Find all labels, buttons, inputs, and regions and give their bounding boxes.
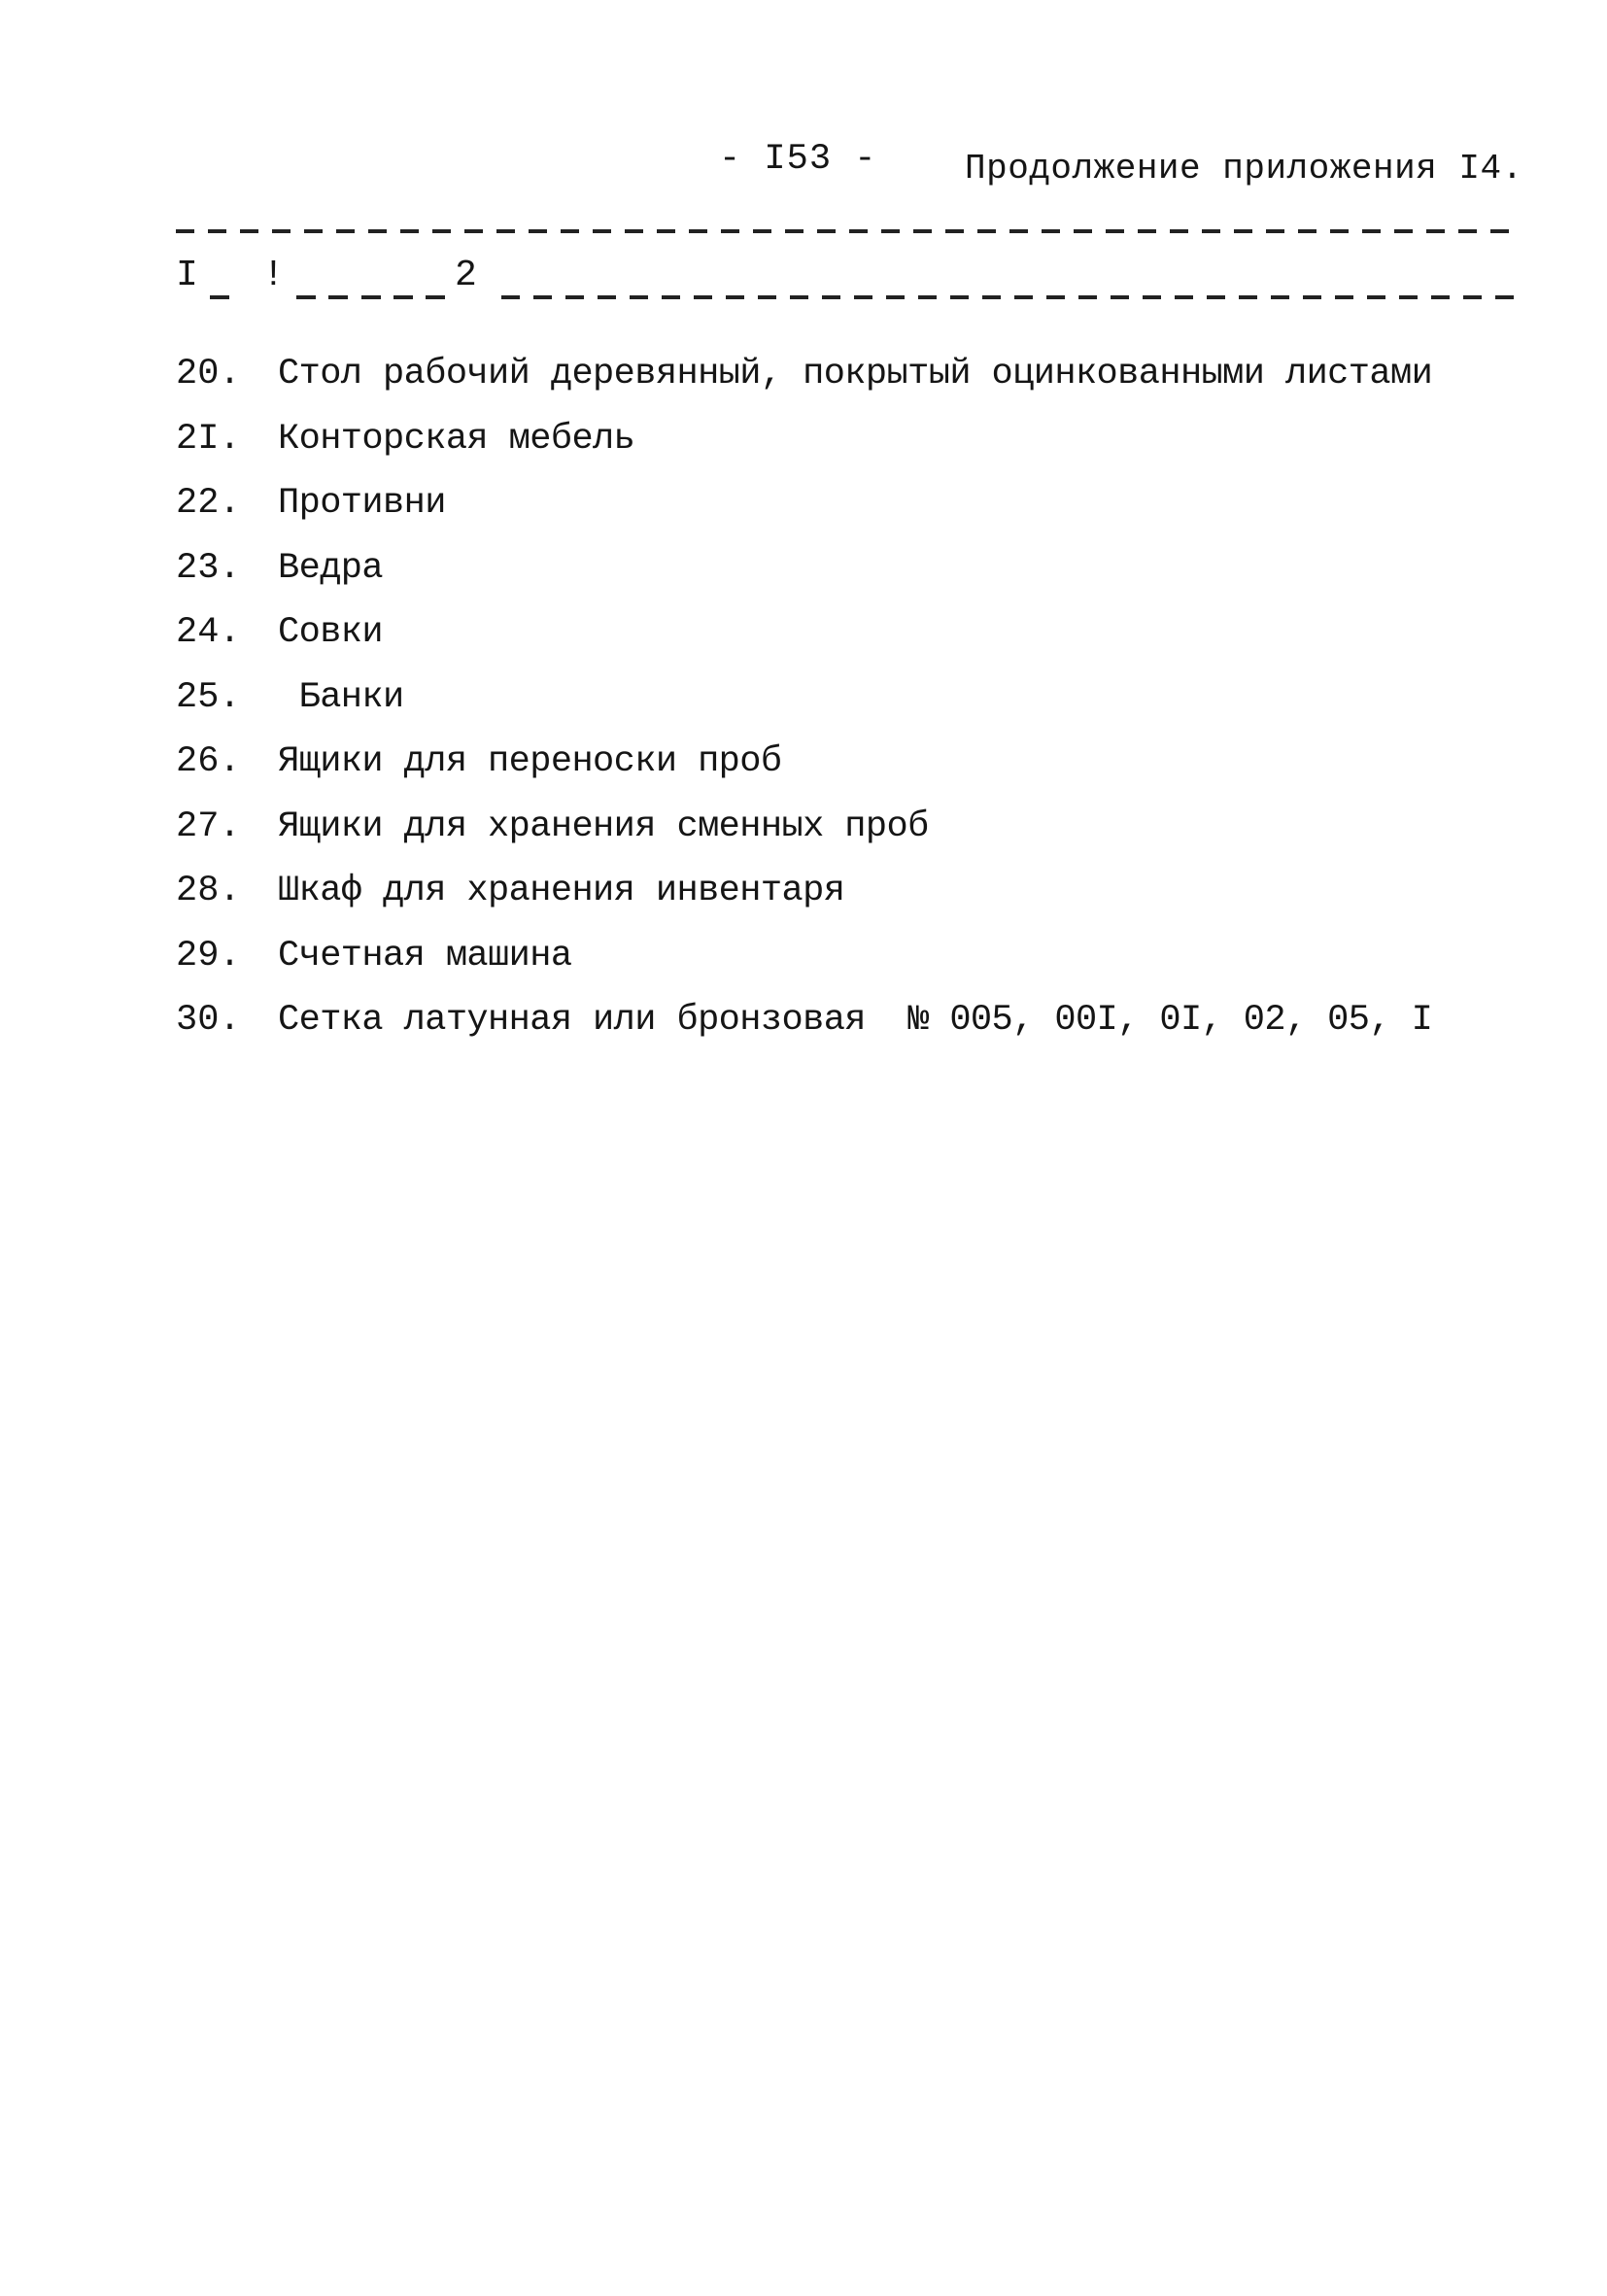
header-dash [210, 295, 229, 299]
inventory-list [176, 354, 1432, 1065]
list-item [176, 936, 1432, 1001]
header-dash [296, 295, 316, 299]
item-number: 25. [176, 676, 241, 718]
item-text: Шкаф для хранения инвентаря [278, 871, 845, 911]
list-item [176, 741, 1432, 806]
list-item [176, 419, 1432, 484]
header-dash [328, 295, 348, 299]
list-item [176, 354, 1432, 419]
item-text: Банки [278, 676, 404, 718]
list-item [176, 548, 1432, 613]
appendix-continuation-title: Продолжение приложения I4. [965, 149, 1523, 188]
column-2-header: 2 [455, 255, 477, 296]
item-text: Ящики для переноски проб [278, 741, 782, 782]
header-dash [426, 295, 445, 299]
item-text: Совки [278, 612, 384, 653]
item-number: 29. [176, 935, 241, 977]
list-item [176, 1000, 1432, 1065]
item-text: Противни [278, 483, 446, 524]
item-number: 26. [176, 741, 241, 782]
header-dash [361, 295, 381, 299]
item-text: Счетная машина [278, 935, 572, 977]
page-number: - I53 - [719, 139, 877, 180]
item-number: 2I. [176, 418, 241, 460]
column-separator: ! [262, 255, 285, 296]
item-number: 23. [176, 547, 241, 589]
item-text: Ящики для хранения сменных проб [278, 805, 929, 847]
item-text: Конторская мебель [278, 418, 635, 460]
item-text: Стол рабочий деревянный, покрытый оцинкованными листами [278, 354, 1433, 394]
item-number: 27. [176, 805, 241, 847]
item-number: 20. [176, 354, 241, 394]
item-number: 30. [176, 1000, 241, 1041]
item-number: 28. [176, 871, 241, 911]
header-dash [393, 295, 413, 299]
list-item [176, 806, 1432, 872]
table-header-dashed-rule [501, 295, 1521, 299]
list-item [176, 483, 1432, 548]
table-top-dashed-rule [176, 229, 1521, 233]
list-item [176, 677, 1432, 742]
list-item [176, 871, 1432, 936]
list-item [176, 612, 1432, 677]
item-number: 22. [176, 483, 241, 524]
item-number: 24. [176, 612, 241, 653]
column-1-header: I [176, 255, 198, 296]
item-text: Сетка латунная или бронзовая № 005, 00I, 0I, 02, 05, I [278, 1000, 1433, 1041]
item-text: Ведра [278, 547, 384, 589]
